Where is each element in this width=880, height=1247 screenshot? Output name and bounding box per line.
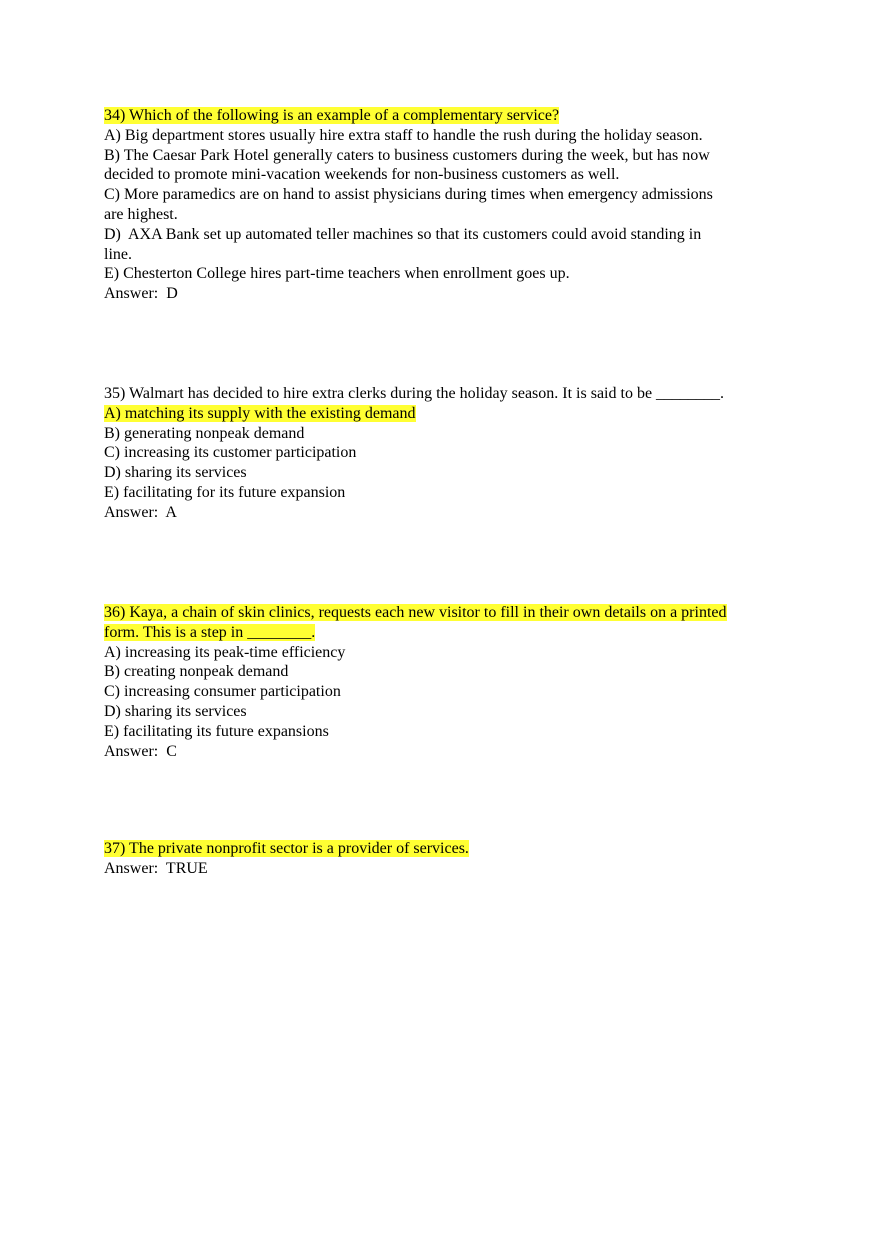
answer-option-e: E) facilitating its future expansions bbox=[104, 722, 329, 740]
question-prompt bbox=[104, 839, 784, 859]
question-prompt bbox=[104, 106, 784, 126]
answer-option-b: B) creating nonpeak demand bbox=[104, 663, 289, 681]
answer-option-b: B) generating nonpeak demand bbox=[104, 424, 305, 442]
question-34 bbox=[104, 106, 784, 304]
answer-option-c-continued: are highest. bbox=[104, 205, 178, 223]
highlighted-text: 37) The private nonprofit sector is a provider of services. bbox=[104, 840, 469, 857]
answer-option-d: D) sharing its services bbox=[104, 464, 247, 482]
question-36 bbox=[104, 603, 784, 761]
answer-option-d: D) sharing its services bbox=[104, 702, 247, 720]
answer-option-b-continued: decided to promote mini-vacation weekends for non-business customers as well. bbox=[104, 166, 620, 184]
answer-option-a: A) Big department stores usually hire extra staff to handle the rush during the holiday season. bbox=[104, 126, 703, 144]
highlighted-text: A) matching its supply with the existing demand bbox=[104, 404, 416, 422]
question-prompt: 35) Walmart has decided to hire extra clerks during the holiday season. It is said to be ________. bbox=[104, 385, 725, 402]
question-37 bbox=[104, 839, 784, 879]
answer-key: Answer: C bbox=[104, 742, 177, 760]
answer-option-c: C) increasing its customer participation bbox=[104, 444, 357, 462]
question-prompt bbox=[104, 603, 784, 623]
answer-key: Answer: D bbox=[104, 285, 178, 303]
answer-option-a: A) increasing its peak-time efficiency bbox=[104, 643, 346, 661]
question-35 bbox=[104, 384, 784, 523]
answer-option-d-continued: line. bbox=[104, 245, 132, 263]
answer-option-a bbox=[104, 404, 784, 424]
highlighted-text: 36) Kaya, a chain of skin clinics, requests each new visitor to fill in their own details on a printed bbox=[104, 604, 727, 621]
answer-option-c: C) increasing consumer participation bbox=[104, 683, 341, 701]
answer-option-e: E) Chesterton College hires part-time teachers when enrollment goes up. bbox=[104, 265, 570, 283]
answer-option-e: E) facilitating for its future expansion bbox=[104, 483, 346, 501]
highlighted-text: 34) Which of the following is an example of a complementary service? bbox=[104, 107, 560, 124]
answer-option-c: C) More paramedics are on hand to assist physicians during times when emergency admissions bbox=[104, 186, 713, 204]
answer-option-d: D) AXA Bank set up automated teller machines so that its customers could avoid standing in bbox=[104, 225, 702, 243]
highlighted-text: form. This is a step in ________. bbox=[104, 623, 316, 641]
answer-option-b: B) The Caesar Park Hotel generally caters to business customers during the week, but has now bbox=[104, 146, 710, 164]
question-prompt-continued bbox=[104, 623, 784, 643]
answer-key: Answer: TRUE bbox=[104, 859, 208, 877]
answer-key: Answer: A bbox=[104, 503, 177, 521]
